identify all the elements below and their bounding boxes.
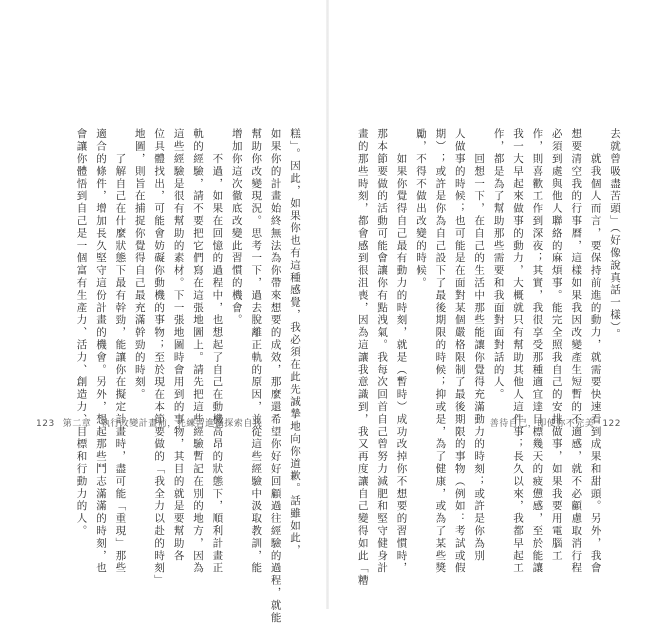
text-column: 增加你這次徹底改變此習慣的機會。: [230, 128, 243, 327]
right-page-footer: [490, 416, 621, 429]
text-column: 軌的經驗，請不要把它們寫在這張地圖上。請先把這些經驗暫記在別的地方，因為: [191, 128, 204, 575]
text-column: 地圖，則旨在捕捉你覺得自己最充滿幹勁的時刻。: [133, 128, 146, 401]
text-column: 畫的那些時刻，都會感到很沮喪，因為這讓我意識到，我又再度讓自己變得如此「糟: [356, 128, 369, 587]
text-column: 幫助你改變現況。思考一下，過去脫離正軌的原因，並從這些經驗中汲取教訓，能: [250, 128, 263, 575]
text-column: 期）；或許是你為自己設下了最後期限的時候；抑或是，為了健康，或為了某些獎: [434, 128, 447, 575]
text-column: 適合的條件，增加長久堅守這份計畫的機會。另外，想起那些鬥志滿滿的時刻，也: [94, 128, 107, 575]
text-column: 作，則喜歡工作到深夜；其實，我很享受那種適宜達目標幾天的疲憊感，至於能讓: [531, 128, 544, 575]
text-column: 想要清空我的行事曆，這樣如果我因改變產生短暫的不適感，就不必顧慮取消行程: [570, 128, 583, 575]
page-number: 123: [36, 419, 55, 429]
running-header: 第二章 執行改變計畫前，先練習進攝探索自我: [62, 419, 263, 429]
text-column: 位具體找出，可能會妨礙你動機的事物；至於現在本節要做的「我全力以赴的時刻」: [153, 128, 166, 587]
text-column: 那本節要做的活動可能會讓你有點洩氣。我每次回首自己曾努力減肥和堅守健身計: [376, 128, 389, 575]
text-column: 會讓你體悟到自己是一個富有生產力、活力、創造力、目標和行動力的人。: [75, 128, 88, 538]
text-column: 就我個人而言，要保持前進的動力，就需要快速看到成果和甜頭。另外，我會: [589, 128, 602, 575]
text-column: 人做事的時候；也可能是在面對某個嚴格限制了最後期限的事物（例如：考試或假: [453, 128, 466, 575]
text-column: 如果你覺得自己最有動力的時刻，就是（暫時）成功改掉你不想要的習慣時，: [395, 128, 408, 575]
text-column: 如果你的計畫始終無法為你帶來想要的成效，那麼還希望你好好回顧過往經驗的過程，就能: [269, 128, 282, 624]
left-page-footer: [36, 416, 262, 429]
text-column: 去就曾吸盡苦頭」（好像說真話一樣）。: [609, 128, 621, 341]
text-column: 勵，不得不做出改變的時候。: [414, 128, 427, 290]
text-column: 我一大早起來做事的動力，大概就只有幫助其他人這件事；長久以來，我都早起工: [511, 128, 524, 575]
text-column: 作，都是為了幫助那些需要和我面對面對話的人。: [492, 128, 505, 401]
page-number: 122: [602, 419, 621, 429]
text-column: 必須到處與他人聯絡的麻煩事。能完全照我自己的安排做事，如果我要用電腦工: [550, 128, 563, 562]
text-column: 這些經驗是很有幫助的素材。下一張地圖時會用到的事物，其目的就是要幫助各: [172, 128, 185, 562]
right-page: [328, 0, 655, 609]
running-header: 善待自己，即使你不完美: [489, 419, 595, 429]
left-page: [0, 0, 327, 624]
text-column: 回想一下，在自己的生活中那些能讓你覺得充滿動力的時刻；或許是你為別: [473, 128, 486, 562]
text-column: 了解自己在什麼狀態下最有幹勁，能讓你在擬定計畫時，盡可能「重現」那些: [114, 128, 127, 575]
text-column: 不過，如果在回憶的過程中，也想起了自己在動機高昂的狀態下，順利計畫正: [211, 128, 224, 575]
text-column: 糕」。因此，如果你也有這種感覺，我必須在此先誠摯地向你道歉。話雖如此，: [289, 128, 301, 557]
